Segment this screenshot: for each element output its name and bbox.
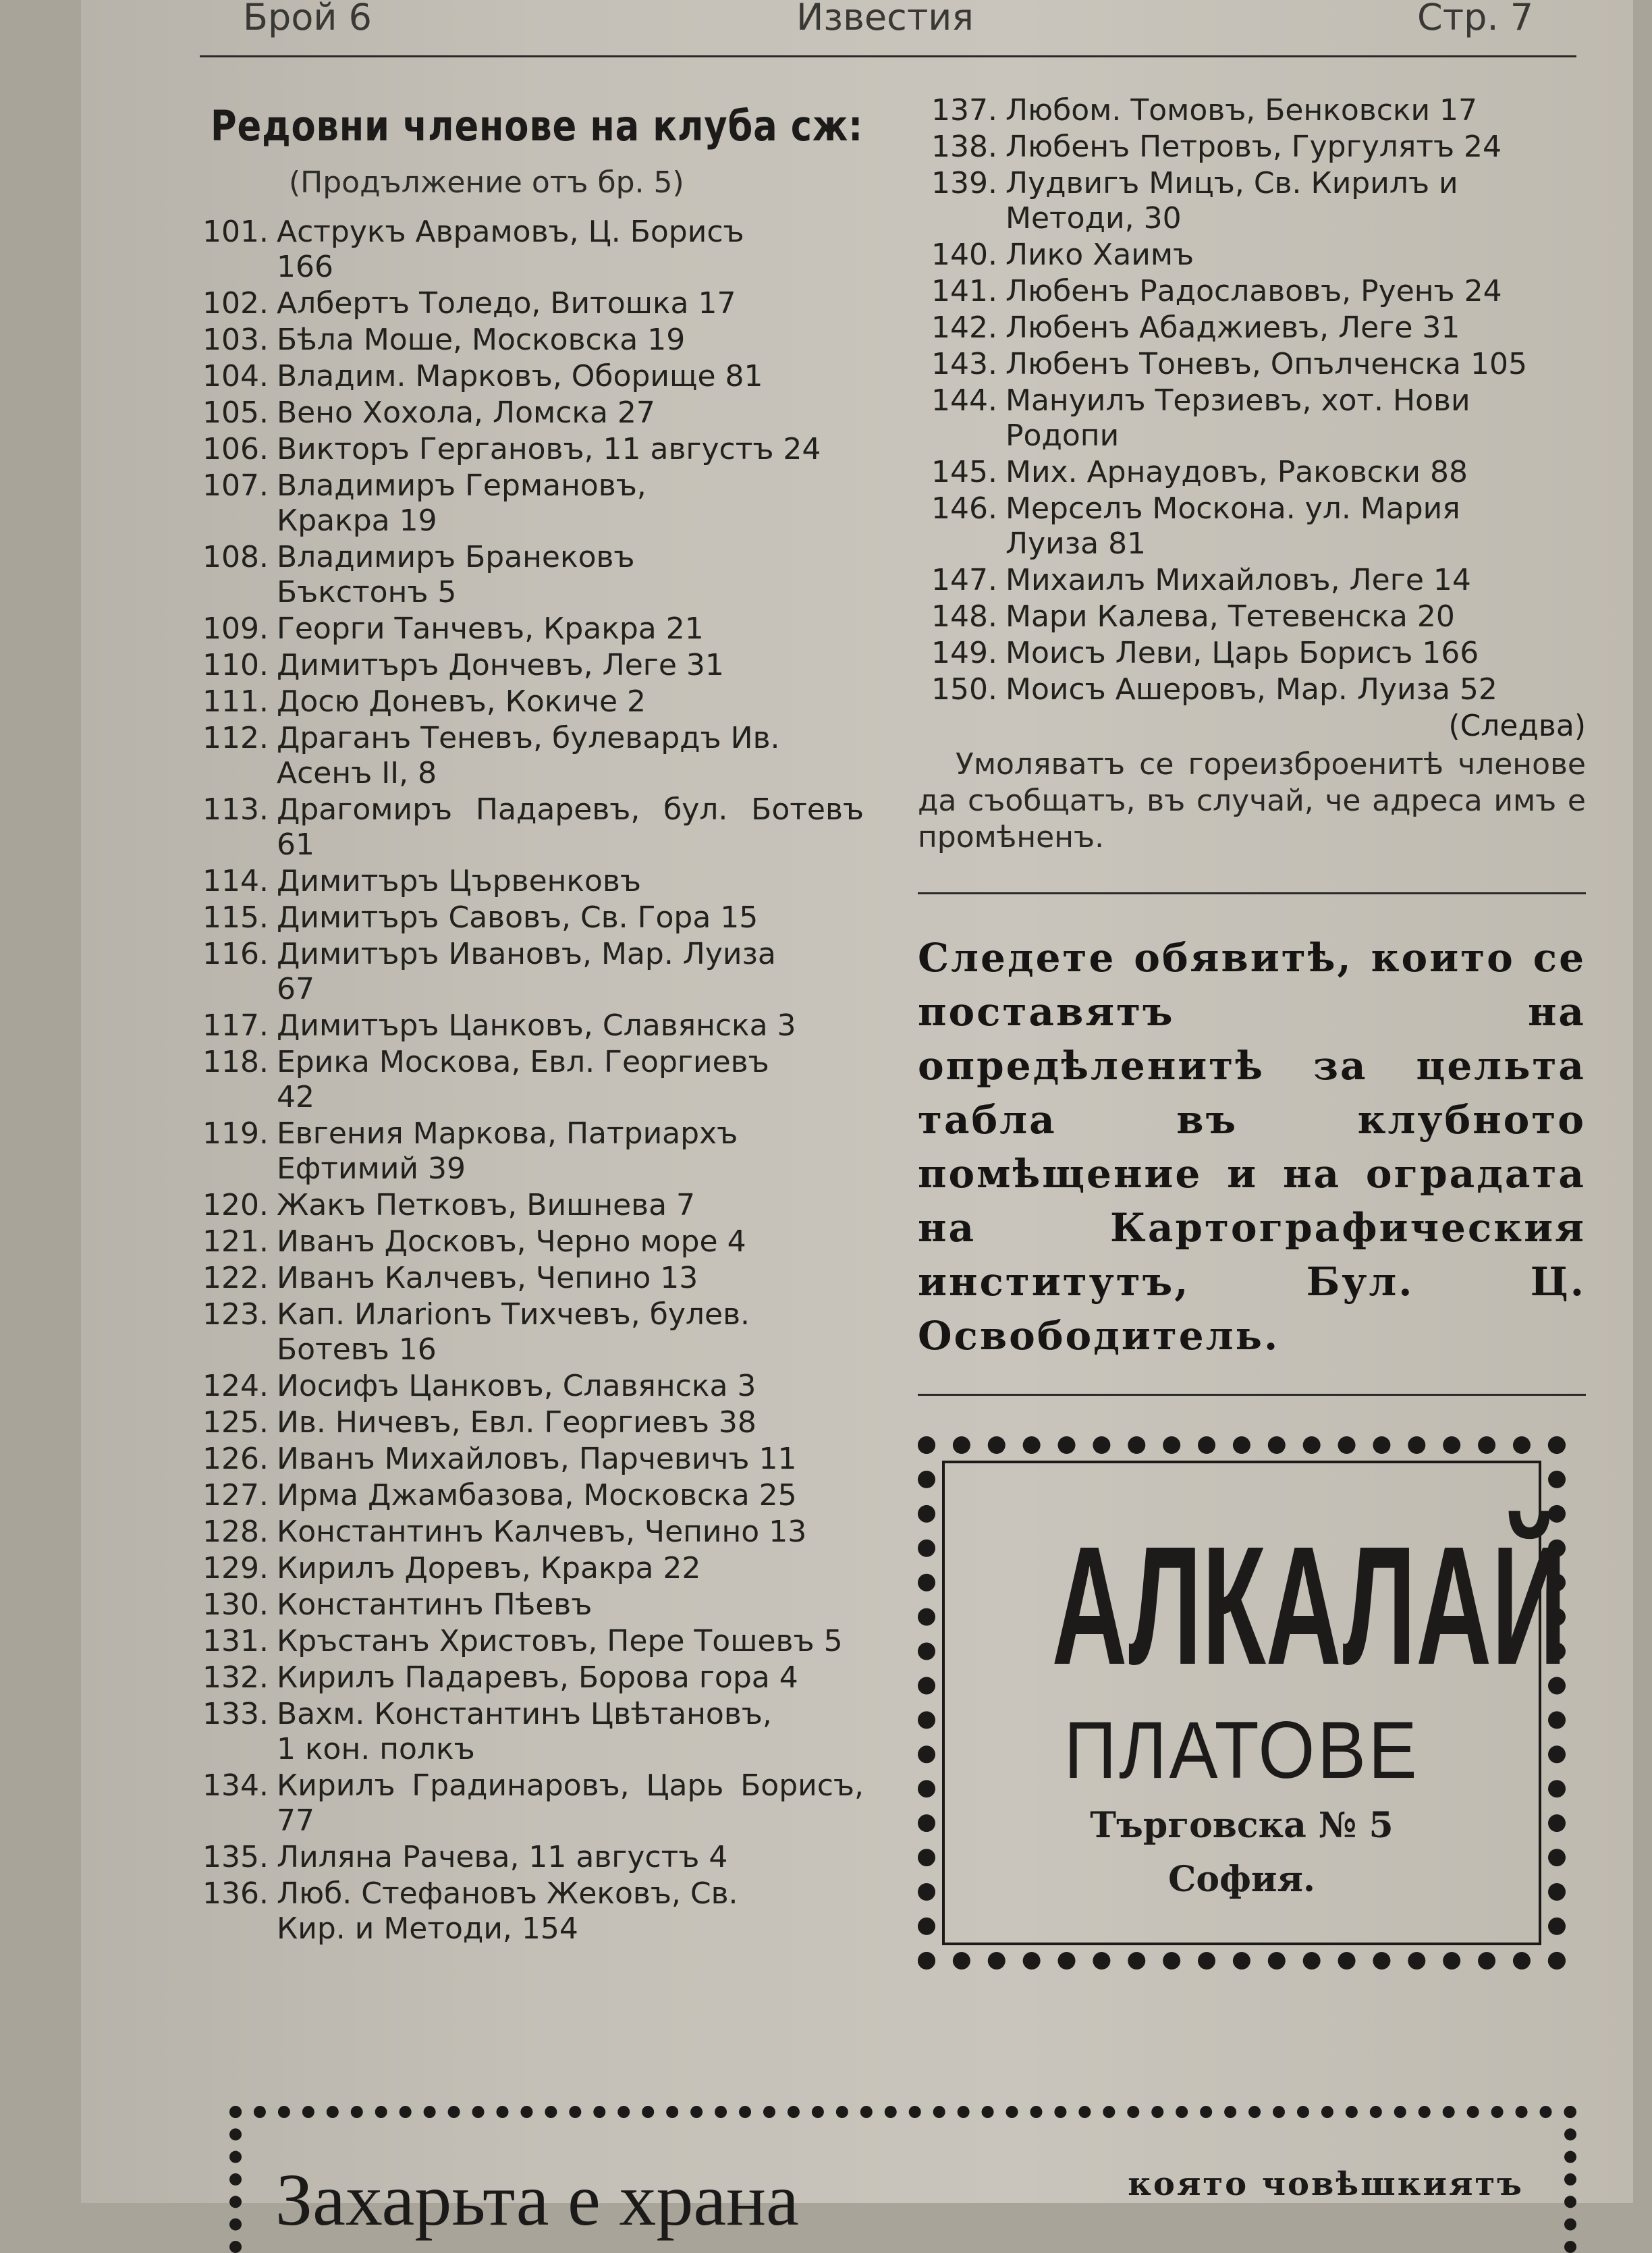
member-name-address: Моисъ Ашеровъ, Мар. Луиза 52 (1006, 672, 1497, 707)
member-name-address: Иванъ Михайловъ, Парчевичъ 11 (277, 1442, 797, 1476)
member-name-address: Люб. Стефановъ Жековъ, Св. Кир. и Методи, 154 (277, 1876, 738, 1946)
member-name-address: Владимиръ Бранековъ Бъкстонъ 5 (277, 540, 635, 609)
right-column (918, 93, 1586, 1970)
member-number: 120. (202, 1188, 269, 1222)
member-number: 134. (202, 1768, 269, 1803)
continued-note: (Следва) (1448, 709, 1586, 743)
member-name-address: Георги Танчевъ, Кракра 21 (277, 612, 704, 646)
member-name-address: Драгомиръ Падаревъ, бул. Ботевъ 61 (277, 792, 864, 862)
member-entry (189, 323, 864, 358)
member-name-address: Димитъръ Цървенковъ (277, 864, 641, 898)
ad-city: София. (1167, 1859, 1316, 1900)
member-entry (189, 432, 864, 467)
member-name-address: Лико Хаимъ (1006, 238, 1194, 272)
member-entry (189, 1768, 864, 1839)
member-number: 123. (202, 1297, 269, 1332)
header-divider (200, 55, 1576, 57)
member-entry (189, 1876, 864, 1947)
member-name-address: Любом. Томовъ, Бенковски 17 (1006, 93, 1478, 128)
member-number: 115. (202, 900, 269, 935)
member-entry (189, 900, 864, 935)
member-number: 107. (202, 468, 269, 503)
member-name-address: Ирма Джамбазова, Московска 25 (277, 1478, 797, 1513)
member-number: 103. (202, 323, 269, 357)
member-number: 114. (202, 864, 269, 898)
member-name-address: Кръстанъ Христовъ, Пере Тошевъ 5 (277, 1624, 843, 1658)
member-entry (189, 684, 864, 720)
issue-number: Брой 6 (243, 0, 372, 38)
member-number: 112. (202, 721, 269, 755)
member-number: 126. (202, 1442, 269, 1476)
member-entry (918, 238, 1586, 273)
member-name-address: Михаилъ Михайловъ, Леге 14 (1006, 563, 1471, 597)
member-name-address: Любенъ Петровъ, Гургулятъ 24 (1006, 130, 1502, 164)
member-number: 106. (202, 432, 269, 466)
member-entry (189, 396, 864, 431)
member-number: 124. (202, 1369, 269, 1403)
member-number: 143. (931, 347, 997, 381)
ad-brand-name: АЛКАЛАЙ (1051, 1511, 1567, 1700)
member-name-address: Любенъ Тоневъ, Опълченска 105 (1006, 347, 1527, 381)
divider (918, 892, 1586, 894)
member-number: 116. (202, 937, 269, 971)
member-entry (189, 648, 864, 683)
member-entry (918, 310, 1586, 346)
member-number: 130. (202, 1587, 269, 1622)
member-number: 132. (202, 1660, 269, 1695)
member-list-right (918, 93, 1586, 707)
member-entry (189, 612, 864, 647)
member-number: 108. (202, 540, 269, 574)
section-title: Редовни членове на клуба сж: (211, 101, 864, 151)
member-name-address: Ерика Москова, Евл. Георгиевъ 42 (277, 1045, 769, 1114)
member-entry (189, 1551, 864, 1586)
member-number: 110. (202, 648, 269, 682)
member-number: 131. (202, 1624, 269, 1658)
member-number: 142. (931, 310, 997, 345)
member-entry (189, 215, 864, 285)
member-number: 149. (931, 636, 997, 670)
page-number: Стр. 7 (1417, 0, 1534, 38)
member-number: 145. (931, 455, 997, 489)
member-entry (189, 1840, 864, 1875)
member-number: 125. (202, 1405, 269, 1440)
member-entry (189, 359, 864, 394)
member-name-address: Драганъ Теневъ, булевардъ Ив. Асенъ II, 8 (277, 721, 780, 790)
member-entry (189, 1660, 864, 1695)
member-name-address: Мих. Арнаудовъ, Раковски 88 (1006, 455, 1468, 489)
member-name-address: Любенъ Радославовъ, Руенъ 24 (1006, 274, 1502, 308)
member-number: 119. (202, 1116, 269, 1151)
member-entry (918, 636, 1586, 671)
ad-product: ПЛАТОВЕ (1064, 1705, 1420, 1795)
member-name-address: Владим. Марковъ, Оборище 81 (277, 359, 763, 393)
advertisement-box (918, 1436, 1566, 1970)
bottom-advertisement (229, 2106, 1576, 2253)
member-number: 148. (931, 599, 997, 634)
member-number: 105. (202, 396, 269, 430)
notice-text: Следете обявитѣ, които се поставятъ на опредѣленитѣ за цельта табла въ клубното помѣщение и на оградата на Картографическия институтъ, Бул. Ц. Освободитель. (918, 935, 1586, 1359)
member-entry (918, 563, 1586, 598)
member-name-address: Иванъ Досковъ, Черно море 4 (277, 1224, 746, 1259)
member-name-address: Мануилъ Терзиевъ, хот. Нови Родопи (1006, 383, 1470, 453)
member-entry (189, 1188, 864, 1223)
member-name-address: Владимиръ Германовъ, Кракра 19 (277, 468, 646, 538)
member-entry (189, 1515, 864, 1550)
member-number: 121. (202, 1224, 269, 1259)
member-entry (918, 455, 1586, 490)
divider (918, 1394, 1586, 1396)
member-number: 111. (202, 684, 269, 719)
bottom-ad-text: която човѣшкиятъ (1128, 2165, 1524, 2203)
member-number: 139. (931, 166, 997, 200)
member-name-address: Жакъ Петковъ, Вишнева 7 (277, 1188, 696, 1222)
member-number: 141. (931, 274, 997, 308)
member-entry (189, 1261, 864, 1296)
newspaper-page (81, 0, 1633, 2241)
member-number: 129. (202, 1551, 269, 1585)
left-column (189, 101, 864, 1948)
member-name-address: Димитъръ Дончевъ, Леге 31 (277, 648, 724, 682)
member-number: 122. (202, 1261, 269, 1295)
member-number: 101. (202, 215, 269, 249)
member-entry (189, 937, 864, 1007)
member-entry (189, 1405, 864, 1440)
member-name-address: Викторъ Гергановъ, 11 августъ 24 (277, 432, 821, 466)
member-entry (189, 1624, 864, 1659)
member-number: 146. (931, 491, 997, 526)
member-number: 133. (202, 1697, 269, 1731)
member-name-address: Моисъ Леви, Царь Борисъ 166 (1006, 636, 1479, 670)
member-entry (189, 1478, 864, 1513)
member-number: 135. (202, 1840, 269, 1874)
member-entry (189, 1045, 864, 1115)
member-list-left (189, 215, 864, 1947)
member-entry (189, 286, 864, 321)
member-entry (918, 93, 1586, 128)
member-entry (189, 468, 864, 539)
member-name-address: Мари Калева, Тетевенска 20 (1006, 599, 1455, 634)
member-entry (918, 166, 1586, 236)
member-number: 127. (202, 1478, 269, 1513)
member-name-address: Кирилъ Падаревъ, Борова гора 4 (277, 1660, 798, 1695)
member-name-address: Кирилъ Градинаровъ, Царь Борисъ, 77 (277, 1768, 864, 1838)
member-entry (189, 1008, 864, 1043)
request-note: Умоляватъ се гореизброенитѣ членове да съобщатъ, въ случай, че адреса имъ е промѣненъ. (918, 747, 1586, 854)
member-number: 117. (202, 1008, 269, 1043)
member-number: 136. (202, 1876, 269, 1911)
publication-title: Известия (796, 0, 974, 38)
member-name-address: Аструкъ Аврамовъ, Ц. Борисъ 166 (277, 215, 744, 284)
bottom-ad-headline: Захарьта е храна (275, 2159, 799, 2241)
member-entry (918, 491, 1586, 562)
member-name-address: Любенъ Абаджиевъ, Леге 31 (1006, 310, 1460, 345)
member-entry (189, 1297, 864, 1367)
member-entry (189, 1442, 864, 1477)
member-name-address: Кирилъ Доревъ, Кракра 22 (277, 1551, 701, 1585)
member-name-address: Иосифъ Цанковъ, Славянска 3 (277, 1369, 756, 1403)
member-name-address: Ив. Ничевъ, Евл. Георгиевъ 38 (277, 1405, 756, 1440)
member-name-address: Константинъ Калчевъ, Чепино 13 (277, 1515, 807, 1549)
member-name-address: Албертъ Толедо, Витошка 17 (277, 286, 736, 321)
member-name-address: Димитъръ Савовъ, Св. Гора 15 (277, 900, 759, 935)
member-entry (189, 1369, 864, 1404)
member-entry (189, 864, 864, 899)
member-number: 138. (931, 130, 997, 164)
member-entry (918, 599, 1586, 634)
member-entry (189, 1697, 864, 1767)
member-name-address: Вено Хохола, Ломска 27 (277, 396, 655, 430)
member-name-address: Евгения Маркова, Патриархъ Ефтимий 39 (277, 1116, 738, 1186)
member-number: 147. (931, 563, 997, 597)
member-name-address: Иванъ Калчевъ, Чепино 13 (277, 1261, 698, 1295)
member-name-address: Димитъръ Ивановъ, Мар. Луиза 67 (277, 937, 776, 1006)
member-entry (189, 1587, 864, 1623)
member-entry (189, 1116, 864, 1187)
member-name-address: Мерселъ Москона. ул. Мария Луиза 81 (1006, 491, 1460, 561)
member-number: 140. (931, 238, 997, 272)
member-entry (189, 721, 864, 791)
member-number: 118. (202, 1045, 269, 1079)
member-name-address: Лудвигъ Мицъ, Св. Кирилъ и Методи, 30 (1006, 166, 1458, 236)
member-entry (918, 274, 1586, 309)
member-entry (918, 347, 1586, 382)
member-name-address: Вахм. Константинъ Цвѣтановъ, 1 кон. полкъ (277, 1697, 772, 1766)
member-name-address: Бѣла Моше, Московска 19 (277, 323, 686, 357)
member-number: 113. (202, 792, 269, 827)
member-name-address: Лиляна Рачева, 11 августъ 4 (277, 1840, 728, 1874)
member-entry (918, 130, 1586, 165)
member-entry (189, 792, 864, 863)
member-entry (189, 1224, 864, 1259)
member-entry (918, 672, 1586, 707)
member-entry (918, 383, 1586, 454)
member-number: 144. (931, 383, 997, 418)
member-name-address: Димитъръ Цанковъ, Славянска 3 (277, 1008, 796, 1043)
member-number: 150. (931, 672, 997, 707)
member-number: 102. (202, 286, 269, 321)
page-header (243, 0, 1579, 50)
member-entry (189, 540, 864, 610)
member-name-address: Константинъ Пѣевъ (277, 1587, 593, 1622)
section-subtitle: (Продължение отъ бр. 5) (289, 165, 684, 200)
member-number: 109. (202, 612, 269, 646)
member-number: 104. (202, 359, 269, 393)
member-name-address: Досю Доневъ, Кокиче 2 (277, 684, 646, 719)
member-number: 137. (931, 93, 997, 128)
member-number: 128. (202, 1515, 269, 1549)
ad-address: Търговска № 5 (1090, 1805, 1394, 1846)
member-name-address: Кап. Илarionъ Тихчевъ, булев. Ботевъ 16 (277, 1297, 750, 1367)
